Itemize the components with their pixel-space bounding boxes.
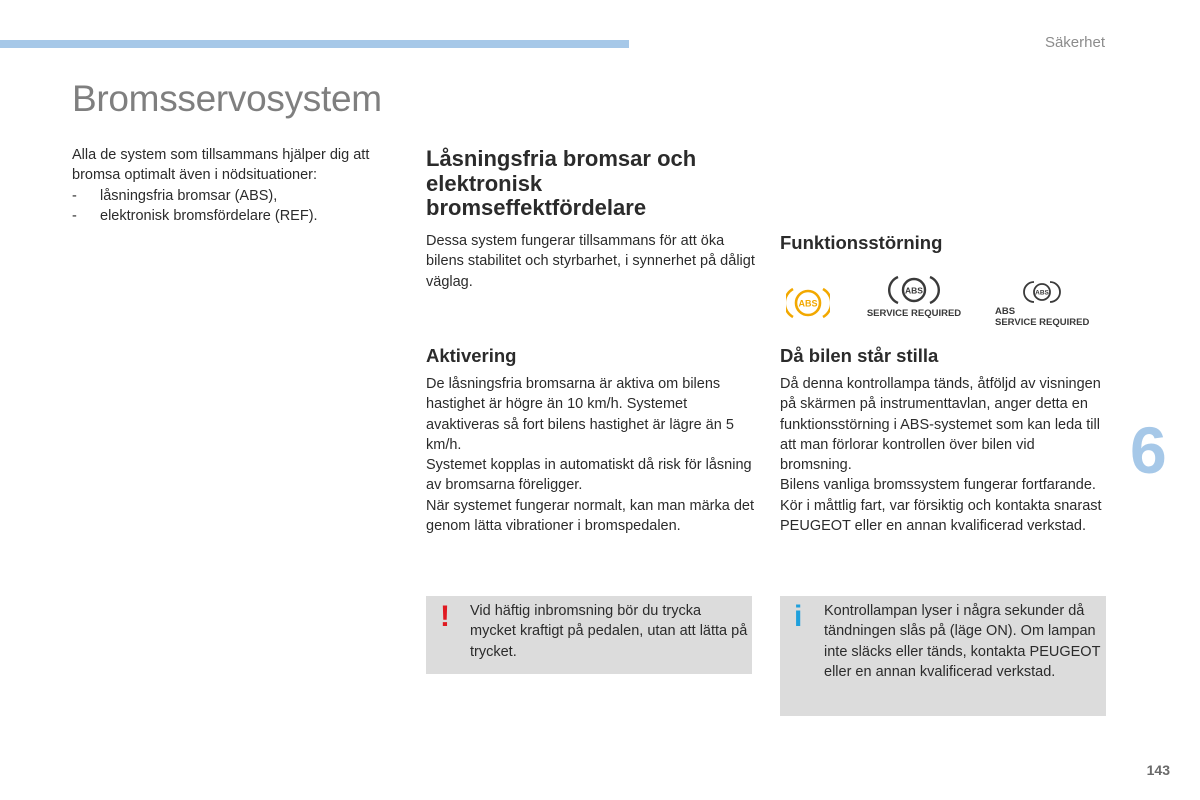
header-accent-bar	[0, 40, 629, 48]
service-required-caption	[995, 306, 1095, 328]
section-label: Säkerhet	[1044, 34, 1105, 51]
abs-lamp-label: ABS	[798, 298, 818, 309]
malfunction-heading: Funktionsstörning	[780, 232, 943, 253]
info-icon: i	[794, 600, 803, 633]
warning-note	[426, 596, 752, 674]
page-title: Bromsservosystem	[72, 78, 382, 119]
abs-warning-lamp-icon	[786, 285, 830, 321]
stationary-heading: Då bilen står stilla	[780, 345, 939, 366]
info-note-text: Kontrollampan lyser i några sekunder då tändningen slås på (läge ON). Om lampan inte släcks eller tänds, kontakta PEUGEOT eller en annan kvalificerad verkstad.	[824, 603, 1101, 680]
page-number: 143	[1146, 762, 1170, 778]
abs-service-required-small-icon	[993, 278, 1093, 330]
abs-section-heading: Låsningsfria bromsar och elektronisk bromseffektfördelare	[426, 146, 697, 220]
intro-text: Alla de system som tillsammans hjälper dig att bromsa optimalt även i nödsituationer:	[72, 147, 370, 184]
activation-text: De låsningsfria bromsarna är aktiva om bilens hastighet är högre än 10 km/h. Systemet avaktiveras så fort bilens hastighet är lägre än 5 km/h. Systemet kopplas in automatiskt då risk för låsning av bromsarna föreligger. När systemet fungerar normalt, kan man märka det genom lätta vibrationer i bromspedalen.	[426, 376, 754, 535]
activation-heading: Aktivering	[426, 345, 517, 366]
abs-service-label: ABS	[905, 285, 923, 296]
info-note	[780, 596, 1106, 716]
abs-section-text: Dessa system fungerar tillsammans för att öka bilens stabilitet och styrbarhet, i synnerhet på dåligt väglag.	[426, 233, 755, 290]
abs-service-required-icon	[865, 273, 963, 325]
service-required-caption: SERVICE REQUIRED	[866, 308, 962, 319]
warning-note-text: Vid häftig inbromsning bör du trycka mycket kraftigt på pedalen, utan att lätta på trycket.	[470, 603, 748, 660]
intro-block	[72, 145, 402, 226]
caption-line: SERVICE REQUIRED	[995, 317, 1090, 328]
intro-list	[72, 186, 402, 227]
list-item: - elektronisk bromsfördelare (REF).	[72, 206, 402, 226]
list-item: - låsningsfria bromsar (ABS),	[72, 186, 402, 206]
abs-small-label: ABS	[1035, 289, 1049, 297]
caption-line: ABS	[995, 306, 1016, 317]
warning-icon: !	[440, 600, 450, 633]
chapter-number: 6	[1130, 413, 1167, 487]
stationary-text: Då denna kontrollampa tänds, åtföljd av visningen på skärmen på instrumenttavlan, anger detta en funktionsstörning i ABS-systemet som kan leda till att man förlorar kontrollen över bilen vid bromsning. Bilens vanliga bromssystem fungerar fortfarande. Kör i måttlig fart, var försiktig och kontakta snarast PEUGEOT eller en annan kvalificerad verkstad.	[780, 376, 1102, 535]
